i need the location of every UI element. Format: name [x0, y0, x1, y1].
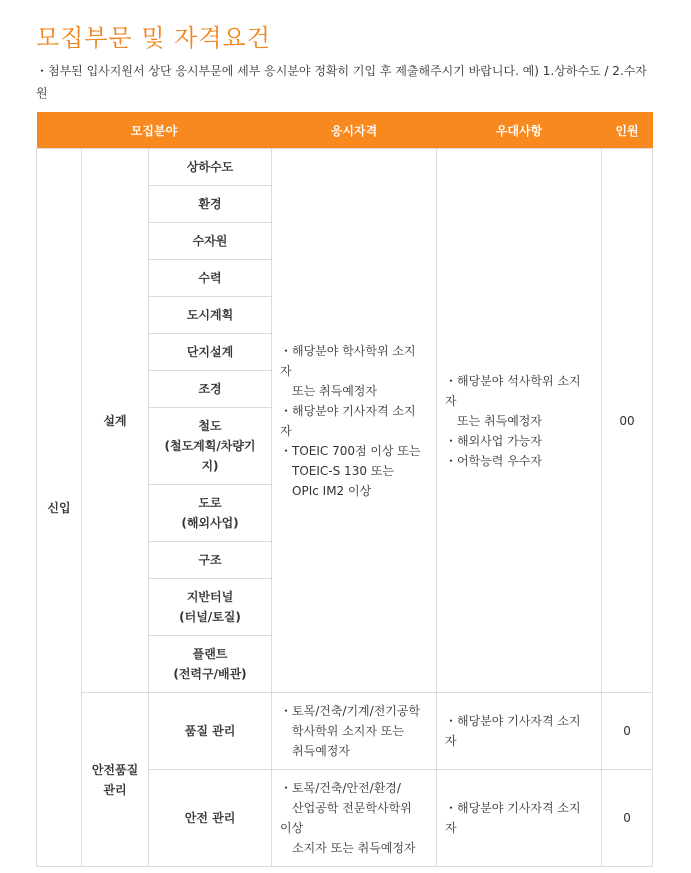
text-line: 소지자 또는 취득예정자	[292, 841, 416, 855]
text-line: (터널/토질)	[179, 610, 241, 624]
recruit-table	[36, 112, 653, 867]
header-qualification: 응시자격	[272, 112, 437, 149]
text-line: 수력	[198, 271, 222, 285]
sub-field-cell	[149, 485, 272, 542]
text-line: 이상	[280, 821, 304, 835]
text-line: TOEIC-S 130 또는	[292, 463, 394, 478]
text-line: 수자원	[192, 234, 228, 248]
text-line: ・해당분야 기사자격 소지	[280, 403, 416, 418]
sub-field-cell	[149, 334, 272, 371]
sub-field-cell	[149, 579, 272, 636]
text-line: 도시계획	[186, 308, 234, 322]
text-line: ・해당분야 석사학위 소지	[445, 373, 581, 388]
text-line: 자	[280, 363, 292, 378]
text-line: ・TOEIC 700점 이상 또는	[280, 443, 421, 458]
sub-field-cell	[149, 542, 272, 579]
sub-field-cell	[149, 223, 272, 260]
text-line: ・토목/건축/안전/환경/	[280, 781, 401, 795]
table-header-row	[37, 112, 653, 149]
sub-field-cell	[149, 408, 272, 485]
qualification-cell	[272, 693, 437, 770]
text-line: ・해당분야 기사자격 소지	[445, 801, 581, 815]
text-line: 산업공학 전문학사학위	[292, 801, 412, 815]
table-row	[37, 693, 653, 770]
text-line: ・해외사업 가능자	[445, 433, 542, 448]
headcount-cell: 0	[602, 770, 653, 867]
sub-field-cell	[149, 297, 272, 334]
text-line: 지)	[201, 459, 219, 473]
text-line: 학사학위 소지자 또는	[292, 724, 404, 738]
text-line: OPIc IM2 이상	[292, 483, 372, 498]
category-cell: 신입	[37, 149, 82, 867]
header-field: 모집분야	[37, 112, 272, 149]
preference-cell	[437, 770, 602, 867]
text-line: ・해당분야 학사학위 소지	[280, 343, 416, 358]
text-line: (해외사업)	[181, 516, 239, 530]
text-line: 환경	[198, 197, 222, 211]
text-line: 단지설계	[186, 345, 234, 359]
text-line: 안전품질	[91, 762, 139, 777]
text-line: 상하수도	[186, 160, 234, 174]
preference-cell	[437, 149, 602, 693]
text-line: 자	[445, 393, 457, 408]
text-line: (철도계획/차량기	[164, 439, 256, 453]
notice-text: ・첨부된 입사지원서 상단 응시부문에 세부 응시분야 정확히 기입 후 제출해주시기 바랍니다. 예) 1.상하수도 / 2.수자원	[36, 64, 647, 100]
headcount-cell: 00	[602, 149, 653, 693]
text-line: 자	[445, 821, 457, 835]
sub-field-cell	[149, 371, 272, 408]
text-line: 플랜트	[192, 647, 228, 661]
qualification-cell	[272, 770, 437, 867]
qualification-cell	[272, 149, 437, 693]
text-line: 관리	[103, 782, 127, 797]
table-body	[37, 149, 653, 867]
text-line: 또는 취득예정자	[292, 383, 377, 398]
text-line: ・어학능력 우수자	[445, 453, 542, 468]
sub-field-cell	[149, 260, 272, 297]
page-title: 모집부문 및 자격요건	[36, 24, 271, 52]
header-headcount: 인원	[602, 112, 653, 149]
table-row	[37, 149, 653, 186]
sub-field-cell: 안전 관리	[149, 770, 272, 867]
text-line: 또는 취득예정자	[457, 413, 542, 428]
text-line: (전력구/배관)	[173, 667, 247, 681]
text-line: 철도	[198, 419, 222, 433]
text-line: 자	[445, 734, 457, 748]
text-line: 취득예정자	[292, 744, 350, 758]
text-line: ・해당분야 기사자격 소지	[445, 714, 581, 728]
sub-field-cell	[149, 186, 272, 223]
preference-cell	[437, 693, 602, 770]
text-line: 도로	[198, 496, 222, 510]
headcount-cell: 0	[602, 693, 653, 770]
sub-field-cell	[149, 149, 272, 186]
field-design-cell: 설계	[82, 149, 149, 693]
field-safety-cell	[82, 693, 149, 867]
header-preference: 우대사항	[437, 112, 602, 149]
text-line: 조경	[198, 382, 222, 396]
text-line: 지반터널	[186, 590, 234, 604]
sub-field-cell	[149, 636, 272, 693]
text-line: 자	[280, 423, 292, 438]
text-line: ・토목/건축/기계/전기공학	[280, 704, 421, 718]
text-line: 구조	[198, 553, 222, 567]
sub-field-cell: 품질 관리	[149, 693, 272, 770]
